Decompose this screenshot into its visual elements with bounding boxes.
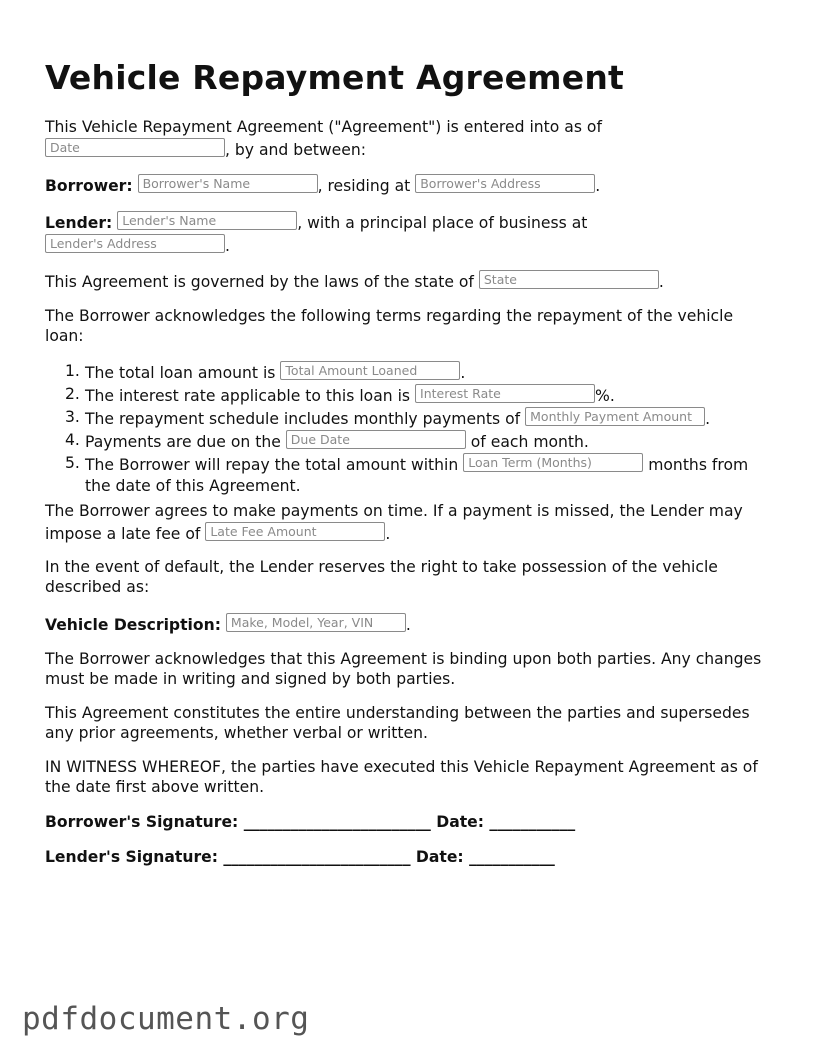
term-after: of each month. <box>470 433 589 451</box>
list-item <box>45 384 775 407</box>
borrower-end-text: . <box>595 177 601 195</box>
lender-label: Lender: <box>45 214 113 232</box>
governing-end-text: . <box>658 273 664 291</box>
borrower-mid-text: , residing at <box>317 177 411 195</box>
state-field[interactable]: State <box>479 270 659 289</box>
vehicle-label: Vehicle Description: <box>45 616 221 634</box>
term-number: 1. <box>65 362 80 380</box>
list-item <box>45 407 775 430</box>
borrower-paragraph <box>45 174 775 197</box>
governing-law-paragraph <box>45 270 775 293</box>
lender-paragraph <box>45 211 775 256</box>
lender-signature-line: Lender's Signature: ________________________ Date: ___________ <box>45 848 555 866</box>
witness-paragraph: IN WITNESS WHEREOF, the parties have executed this Vehicle Repayment Agreement as of the date first above written. <box>45 758 758 796</box>
term-after: . <box>705 410 711 428</box>
late-fee-paragraph <box>45 502 775 544</box>
list-item <box>45 430 775 453</box>
lender-mid-text: , with a principal place of business at <box>297 214 588 232</box>
entire-agreement-paragraph: This Agreement constitutes the entire understanding between the parties and supersedes any prior agreements, whether verbal or written. <box>45 704 750 742</box>
lender-name-field[interactable]: Lender's Name <box>117 211 297 230</box>
term-after: %. <box>595 387 615 405</box>
vehicle-description-field[interactable]: Make, Model, Year, VIN <box>226 613 406 632</box>
term-after: months from the date of this Agreement. <box>85 456 749 495</box>
loan-term-field[interactable]: Loan Term (Months) <box>463 453 643 472</box>
late-fee-end-text: . <box>385 524 391 543</box>
term-number: 3. <box>65 408 80 426</box>
watermark-footer: pdfdocument.org <box>22 1001 310 1037</box>
term-text: The total loan amount is <box>85 364 276 382</box>
term-number: 2. <box>65 385 80 403</box>
term-text: The repayment schedule includes monthly payments of <box>85 410 521 428</box>
intro-text-after: , by and between: <box>225 140 366 159</box>
term-text: The interest rate applicable to this loan is <box>85 387 411 405</box>
borrower-name-field[interactable]: Borrower's Name <box>138 174 318 193</box>
late-fee-text: The Borrower agrees to make payments on time. If a payment is missed, the Lender may impose a late fee of <box>45 502 743 543</box>
total-amount-field[interactable]: Total Amount Loaned <box>280 361 460 380</box>
binding-paragraph: The Borrower acknowledges that this Agreement is binding upon both parties. Any changes must be made in writing and signed by both parties. <box>45 650 762 688</box>
vehicle-end-text: . <box>405 616 411 634</box>
monthly-payment-field[interactable]: Monthly Payment Amount <box>525 407 705 426</box>
term-number: 5. <box>65 454 80 472</box>
governing-text: This Agreement is governed by the laws of the state of <box>45 273 474 291</box>
due-date-field[interactable]: Due Date <box>286 430 466 449</box>
interest-rate-field[interactable]: Interest Rate <box>415 384 595 403</box>
term-text: The Borrower will repay the total amount within <box>85 456 459 474</box>
borrower-label: Borrower: <box>45 177 133 195</box>
agreement-date-field[interactable]: Date <box>45 138 225 157</box>
borrower-address-field[interactable]: Borrower's Address <box>415 174 595 193</box>
term-after: . <box>460 364 466 382</box>
late-fee-field[interactable]: Late Fee Amount <box>205 522 385 541</box>
vehicle-paragraph <box>45 613 775 636</box>
page-title: Vehicle Repayment Agreement <box>45 58 625 97</box>
list-item <box>45 361 775 384</box>
term-number: 4. <box>65 431 80 449</box>
borrower-signature-line: Borrower's Signature: ________________________ Date: ___________ <box>45 813 576 831</box>
intro-text: This Vehicle Repayment Agreement ("Agreement") is entered into as of <box>45 118 602 136</box>
default-paragraph: In the event of default, the Lender reserves the right to take possession of the vehicle described as: <box>45 558 718 596</box>
terms-intro: The Borrower acknowledges the following terms regarding the repayment of the vehicle loan: <box>45 307 734 345</box>
intro-paragraph <box>45 118 775 160</box>
lender-address-field[interactable]: Lender's Address <box>45 234 225 253</box>
lender-end-text: . <box>225 236 230 255</box>
terms-list <box>45 361 775 497</box>
list-item <box>45 453 775 497</box>
term-text: Payments are due on the <box>85 433 281 451</box>
